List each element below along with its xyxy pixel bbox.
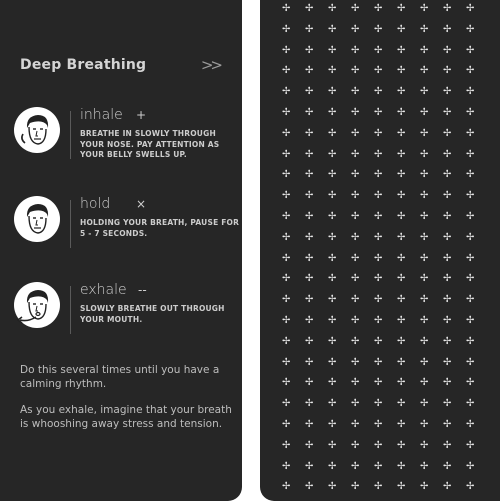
dash-icon: -- — [138, 283, 147, 297]
four-point-sparkle-icon: ✢ — [397, 127, 406, 139]
four-point-sparkle-icon: ✢ — [420, 481, 429, 493]
four-point-sparkle-icon: ✢ — [420, 127, 429, 139]
four-point-sparkle-icon: ✢ — [305, 252, 314, 264]
four-point-sparkle-icon: ✢ — [328, 419, 337, 430]
four-point-sparkle-icon: ✢ — [443, 231, 452, 243]
four-point-sparkle-icon: ✢ — [305, 127, 314, 139]
four-point-sparkle-icon: ✢ — [282, 65, 291, 77]
four-point-sparkle-icon: ✢ — [351, 335, 360, 347]
four-point-sparkle-icon: ✢ — [466, 65, 475, 77]
four-point-sparkle-icon: ✢ — [328, 23, 337, 35]
step-description-inhale: BREATHE IN SLOWLY THROUGH YOUR NOSE. PAY ATTENTION AS YOUR BELLY SWELLS UP. — [80, 129, 220, 159]
four-point-sparkle-icon: ✢ — [328, 86, 337, 98]
four-point-sparkle-icon: ✢ — [443, 148, 452, 160]
four-point-sparkle-icon: ✢ — [351, 439, 360, 451]
four-point-sparkle-icon: ✢ — [420, 211, 429, 222]
step-description-exhale: SLOWLY BREATHE OUT THROUGH YOUR MOUTH. — [80, 304, 225, 324]
four-point-sparkle-icon: ✢ — [466, 127, 475, 139]
four-point-sparkle-icon: ✢ — [305, 231, 314, 243]
four-point-sparkle-icon: ✢ — [397, 335, 406, 347]
four-point-sparkle-icon: ✢ — [374, 398, 383, 410]
four-point-sparkle-icon: ✢ — [328, 148, 337, 160]
four-point-sparkle-icon: ✢ — [282, 460, 291, 472]
four-point-sparkle-icon: ✢ — [443, 481, 452, 493]
four-point-sparkle-icon: ✢ — [374, 190, 383, 202]
four-point-sparkle-icon: ✢ — [374, 315, 383, 326]
step-inhale — [14, 107, 236, 177]
four-point-sparkle-icon: ✢ — [397, 294, 406, 306]
four-point-sparkle-icon: ✢ — [328, 107, 337, 118]
four-point-sparkle-icon: ✢ — [443, 273, 452, 285]
breathing-pattern-screen — [260, 0, 500, 501]
four-point-sparkle-icon: ✢ — [466, 273, 475, 285]
four-point-sparkle-icon: ✢ — [328, 294, 337, 306]
four-point-sparkle-icon: ✢ — [351, 377, 360, 389]
four-point-sparkle-icon: ✢ — [374, 273, 383, 285]
four-point-sparkle-icon: ✢ — [305, 273, 314, 285]
four-point-sparkle-icon: ✢ — [397, 44, 406, 56]
four-point-sparkle-icon: ✢ — [374, 211, 383, 222]
four-point-sparkle-icon: ✢ — [466, 356, 475, 368]
four-point-sparkle-icon: ✢ — [374, 127, 383, 139]
four-point-sparkle-icon: ✢ — [282, 273, 291, 285]
four-point-sparkle-icon: ✢ — [397, 107, 406, 118]
four-point-sparkle-icon: ✢ — [420, 148, 429, 160]
plus-icon: + — [136, 108, 147, 122]
four-point-sparkle-icon: ✢ — [328, 211, 337, 222]
four-point-sparkle-icon: ✢ — [305, 481, 314, 493]
four-point-sparkle-icon: ✢ — [374, 356, 383, 368]
four-point-sparkle-icon: ✢ — [443, 439, 452, 451]
four-point-sparkle-icon: ✢ — [443, 44, 452, 56]
four-point-sparkle-icon: ✢ — [282, 169, 291, 181]
four-point-sparkle-icon: ✢ — [420, 273, 429, 285]
four-point-sparkle-icon: ✢ — [397, 419, 406, 430]
four-point-sparkle-icon: ✢ — [374, 231, 383, 243]
four-point-sparkle-icon: ✢ — [397, 252, 406, 264]
four-point-sparkle-icon: ✢ — [443, 398, 452, 410]
four-point-sparkle-icon: ✢ — [374, 86, 383, 98]
four-point-sparkle-icon: ✢ — [397, 3, 406, 14]
four-point-sparkle-icon: ✢ — [397, 377, 406, 389]
four-point-sparkle-icon: ✢ — [328, 398, 337, 410]
four-point-sparkle-icon: ✢ — [328, 481, 337, 493]
four-point-sparkle-icon: ✢ — [466, 169, 475, 181]
four-point-sparkle-icon: ✢ — [351, 107, 360, 118]
four-point-sparkle-icon: ✢ — [397, 65, 406, 77]
four-point-sparkle-icon: ✢ — [328, 252, 337, 264]
step-divider — [70, 111, 71, 159]
four-point-sparkle-icon: ✢ — [305, 23, 314, 35]
four-point-sparkle-icon: ✢ — [305, 148, 314, 160]
four-point-sparkle-icon: ✢ — [466, 419, 475, 430]
four-point-sparkle-icon: ✢ — [374, 65, 383, 77]
four-point-sparkle-icon: ✢ — [328, 231, 337, 243]
four-point-sparkle-icon: ✢ — [466, 439, 475, 451]
four-point-sparkle-icon: ✢ — [351, 398, 360, 410]
four-point-sparkle-icon: ✢ — [351, 231, 360, 243]
four-point-sparkle-icon: ✢ — [282, 315, 291, 326]
four-point-sparkle-icon: ✢ — [351, 86, 360, 98]
four-point-sparkle-icon: ✢ — [420, 439, 429, 451]
four-point-sparkle-icon: ✢ — [374, 3, 383, 14]
four-point-sparkle-icon: ✢ — [351, 481, 360, 493]
four-point-sparkle-icon: ✢ — [374, 148, 383, 160]
four-point-sparkle-icon: ✢ — [328, 460, 337, 472]
four-point-sparkle-icon: ✢ — [466, 335, 475, 347]
four-point-sparkle-icon: ✢ — [466, 252, 475, 264]
four-point-sparkle-icon: ✢ — [466, 44, 475, 56]
four-point-sparkle-icon: ✢ — [282, 356, 291, 368]
step-hold — [14, 196, 240, 266]
four-point-sparkle-icon: ✢ — [397, 23, 406, 35]
four-point-sparkle-icon: ✢ — [374, 460, 383, 472]
instruction-paragraph: Do this several times until you have a calming rhythm. — [20, 364, 220, 390]
four-point-sparkle-icon: ✢ — [351, 419, 360, 430]
four-point-sparkle-icon: ✢ — [397, 481, 406, 493]
four-point-sparkle-icon: ✢ — [420, 107, 429, 118]
four-point-sparkle-icon: ✢ — [282, 107, 291, 118]
four-point-sparkle-icon: ✢ — [443, 460, 452, 472]
four-point-sparkle-icon: ✢ — [328, 315, 337, 326]
four-point-sparkle-icon: ✢ — [466, 211, 475, 222]
four-point-sparkle-icon: ✢ — [397, 169, 406, 181]
four-point-sparkle-icon: ✢ — [328, 127, 337, 139]
face-hold-icon — [14, 196, 60, 242]
four-point-sparkle-icon: ✢ — [282, 190, 291, 202]
double-chevron-right-icon[interactable]: >> — [200, 56, 220, 74]
four-point-sparkle-icon: ✢ — [420, 460, 429, 472]
four-point-sparkle-icon: ✢ — [443, 127, 452, 139]
four-point-sparkle-icon: ✢ — [374, 377, 383, 389]
four-point-sparkle-icon: ✢ — [420, 398, 429, 410]
four-point-sparkle-icon: ✢ — [305, 356, 314, 368]
four-point-sparkle-icon: ✢ — [443, 23, 452, 35]
four-point-sparkle-icon: ✢ — [397, 148, 406, 160]
four-point-sparkle-icon: ✢ — [351, 252, 360, 264]
four-point-sparkle-icon: ✢ — [328, 65, 337, 77]
four-point-sparkle-icon: ✢ — [420, 44, 429, 56]
four-point-sparkle-icon: ✢ — [443, 169, 452, 181]
four-point-sparkle-icon: ✢ — [305, 460, 314, 472]
four-point-sparkle-icon: ✢ — [351, 190, 360, 202]
four-point-sparkle-icon: ✢ — [443, 211, 452, 222]
four-point-sparkle-icon: ✢ — [282, 44, 291, 56]
four-point-sparkle-icon: ✢ — [443, 107, 452, 118]
four-point-sparkle-icon: ✢ — [420, 335, 429, 347]
four-point-sparkle-icon: ✢ — [443, 86, 452, 98]
four-point-sparkle-icon: ✢ — [305, 439, 314, 451]
four-point-sparkle-icon: ✢ — [466, 148, 475, 160]
four-point-sparkle-icon: ✢ — [305, 44, 314, 56]
four-point-sparkle-icon: ✢ — [466, 86, 475, 98]
face-inhale-icon — [14, 107, 60, 153]
step-description-hold: HOLDING YOUR BREATH, PAUSE FOR 5 - 7 SECONDS. — [80, 218, 240, 238]
four-point-sparkle-icon: ✢ — [466, 231, 475, 243]
four-point-sparkle-icon: ✢ — [466, 398, 475, 410]
four-point-sparkle-icon: ✢ — [466, 460, 475, 472]
four-point-sparkle-icon: ✢ — [305, 169, 314, 181]
four-point-sparkle-icon: ✢ — [420, 377, 429, 389]
four-point-sparkle-icon: ✢ — [443, 356, 452, 368]
four-point-sparkle-icon: ✢ — [282, 23, 291, 35]
four-point-sparkle-icon: ✢ — [305, 419, 314, 430]
four-point-sparkle-icon: ✢ — [443, 65, 452, 77]
four-point-sparkle-icon: ✢ — [282, 481, 291, 493]
four-point-sparkle-icon: ✢ — [351, 273, 360, 285]
four-point-sparkle-icon: ✢ — [466, 315, 475, 326]
step-divider — [70, 200, 71, 248]
step-title-exhale: exhale — [80, 282, 127, 298]
four-point-sparkle-icon: ✢ — [397, 398, 406, 410]
four-point-sparkle-icon: ✢ — [420, 190, 429, 202]
four-point-sparkle-icon: ✢ — [420, 169, 429, 181]
four-point-sparkle-icon: ✢ — [420, 419, 429, 430]
step-title-hold: hold — [80, 196, 111, 212]
step-title-inhale: inhale — [80, 107, 123, 123]
four-point-sparkle-icon: ✢ — [351, 65, 360, 77]
four-point-sparkle-icon: ✢ — [397, 315, 406, 326]
four-point-sparkle-icon: ✢ — [466, 481, 475, 493]
instruction-paragraph: As you exhale, imagine that your breath is whooshing away stress and tension. — [20, 404, 232, 430]
four-point-sparkle-icon: ✢ — [397, 211, 406, 222]
four-point-sparkle-icon: ✢ — [305, 294, 314, 306]
four-point-sparkle-icon: ✢ — [282, 335, 291, 347]
four-point-sparkle-icon: ✢ — [466, 23, 475, 35]
four-point-sparkle-icon: ✢ — [443, 335, 452, 347]
four-point-sparkle-icon: ✢ — [466, 190, 475, 202]
four-point-sparkle-icon: ✢ — [305, 86, 314, 98]
four-point-sparkle-icon: ✢ — [282, 294, 291, 306]
four-point-sparkle-icon: ✢ — [351, 44, 360, 56]
four-point-sparkle-icon: ✢ — [305, 335, 314, 347]
four-point-sparkle-icon: ✢ — [351, 169, 360, 181]
four-point-sparkle-icon: ✢ — [443, 419, 452, 430]
four-point-sparkle-icon: ✢ — [397, 190, 406, 202]
four-point-sparkle-icon: ✢ — [397, 439, 406, 451]
times-icon: × — [136, 197, 147, 211]
four-point-sparkle-icon: ✢ — [351, 460, 360, 472]
four-point-sparkle-icon: ✢ — [374, 23, 383, 35]
four-point-sparkle-icon: ✢ — [328, 169, 337, 181]
four-point-sparkle-icon: ✢ — [305, 107, 314, 118]
four-point-sparkle-icon: ✢ — [328, 3, 337, 14]
four-point-sparkle-icon: ✢ — [374, 335, 383, 347]
four-point-sparkle-icon: ✢ — [282, 3, 291, 14]
four-point-sparkle-icon: ✢ — [328, 377, 337, 389]
four-point-sparkle-icon: ✢ — [420, 86, 429, 98]
four-point-sparkle-icon: ✢ — [282, 439, 291, 451]
four-point-sparkle-icon: ✢ — [282, 377, 291, 389]
four-point-sparkle-icon: ✢ — [420, 231, 429, 243]
four-point-sparkle-icon: ✢ — [443, 315, 452, 326]
step-exhale — [14, 282, 236, 352]
four-point-sparkle-icon: ✢ — [282, 398, 291, 410]
four-point-sparkle-icon: ✢ — [328, 190, 337, 202]
four-point-sparkle-icon: ✢ — [351, 23, 360, 35]
four-point-sparkle-icon: ✢ — [374, 294, 383, 306]
step-divider — [70, 286, 71, 334]
face-exhale-icon — [14, 282, 60, 328]
four-point-sparkle-icon: ✢ — [305, 3, 314, 14]
four-point-sparkle-icon: ✢ — [282, 231, 291, 243]
four-point-sparkle-icon: ✢ — [328, 439, 337, 451]
four-point-sparkle-icon: ✢ — [420, 23, 429, 35]
four-point-sparkle-icon: ✢ — [397, 231, 406, 243]
four-point-sparkle-icon: ✢ — [282, 211, 291, 222]
four-point-sparkle-icon: ✢ — [466, 107, 475, 118]
four-point-sparkle-icon: ✢ — [443, 252, 452, 264]
page-title: Deep Breathing — [20, 57, 147, 73]
four-point-sparkle-icon: ✢ — [305, 377, 314, 389]
four-point-sparkle-icon: ✢ — [282, 127, 291, 139]
four-point-sparkle-icon: ✢ — [351, 356, 360, 368]
breathing-guide-screen — [0, 0, 242, 501]
four-point-sparkle-icon: ✢ — [351, 148, 360, 160]
four-point-sparkle-icon: ✢ — [374, 169, 383, 181]
four-point-sparkle-icon: ✢ — [351, 127, 360, 139]
four-point-sparkle-icon: ✢ — [374, 252, 383, 264]
four-point-sparkle-icon: ✢ — [305, 211, 314, 222]
four-point-sparkle-icon: ✢ — [374, 107, 383, 118]
four-point-sparkle-icon: ✢ — [351, 3, 360, 14]
four-point-sparkle-icon: ✢ — [282, 419, 291, 430]
four-point-sparkle-icon: ✢ — [305, 315, 314, 326]
four-point-sparkle-icon: ✢ — [443, 190, 452, 202]
four-point-sparkle-icon: ✢ — [305, 190, 314, 202]
four-point-sparkle-icon: ✢ — [443, 3, 452, 14]
four-point-sparkle-icon: ✢ — [282, 148, 291, 160]
four-point-sparkle-icon: ✢ — [420, 294, 429, 306]
four-point-sparkle-icon: ✢ — [282, 86, 291, 98]
four-point-sparkle-icon: ✢ — [351, 315, 360, 326]
four-point-sparkle-icon: ✢ — [466, 3, 475, 14]
four-point-sparkle-icon: ✢ — [420, 3, 429, 14]
four-point-sparkle-icon: ✢ — [443, 377, 452, 389]
four-point-sparkle-icon: ✢ — [328, 356, 337, 368]
four-point-sparkle-icon: ✢ — [397, 460, 406, 472]
four-point-sparkle-icon: ✢ — [305, 398, 314, 410]
four-point-sparkle-icon: ✢ — [374, 419, 383, 430]
four-point-sparkle-icon: ✢ — [420, 65, 429, 77]
four-point-sparkle-icon: ✢ — [374, 44, 383, 56]
four-point-sparkle-icon: ✢ — [466, 377, 475, 389]
four-point-sparkle-icon: ✢ — [374, 481, 383, 493]
four-point-sparkle-icon: ✢ — [282, 252, 291, 264]
four-point-sparkle-icon: ✢ — [328, 273, 337, 285]
four-point-sparkle-icon: ✢ — [397, 356, 406, 368]
four-point-sparkle-icon: ✢ — [420, 356, 429, 368]
four-point-sparkle-icon: ✢ — [443, 294, 452, 306]
four-point-sparkle-icon: ✢ — [466, 294, 475, 306]
four-point-sparkle-icon: ✢ — [374, 439, 383, 451]
four-point-sparkle-icon: ✢ — [351, 294, 360, 306]
four-point-sparkle-icon: ✢ — [305, 65, 314, 77]
four-point-sparkle-icon: ✢ — [328, 335, 337, 347]
screen-header — [20, 55, 220, 75]
four-point-sparkle-icon: ✢ — [420, 315, 429, 326]
four-point-sparkle-icon: ✢ — [351, 211, 360, 222]
four-point-sparkle-icon: ✢ — [328, 44, 337, 56]
four-point-sparkle-icon: ✢ — [420, 252, 429, 264]
four-point-sparkle-icon: ✢ — [397, 273, 406, 285]
four-point-sparkle-icon: ✢ — [397, 86, 406, 98]
